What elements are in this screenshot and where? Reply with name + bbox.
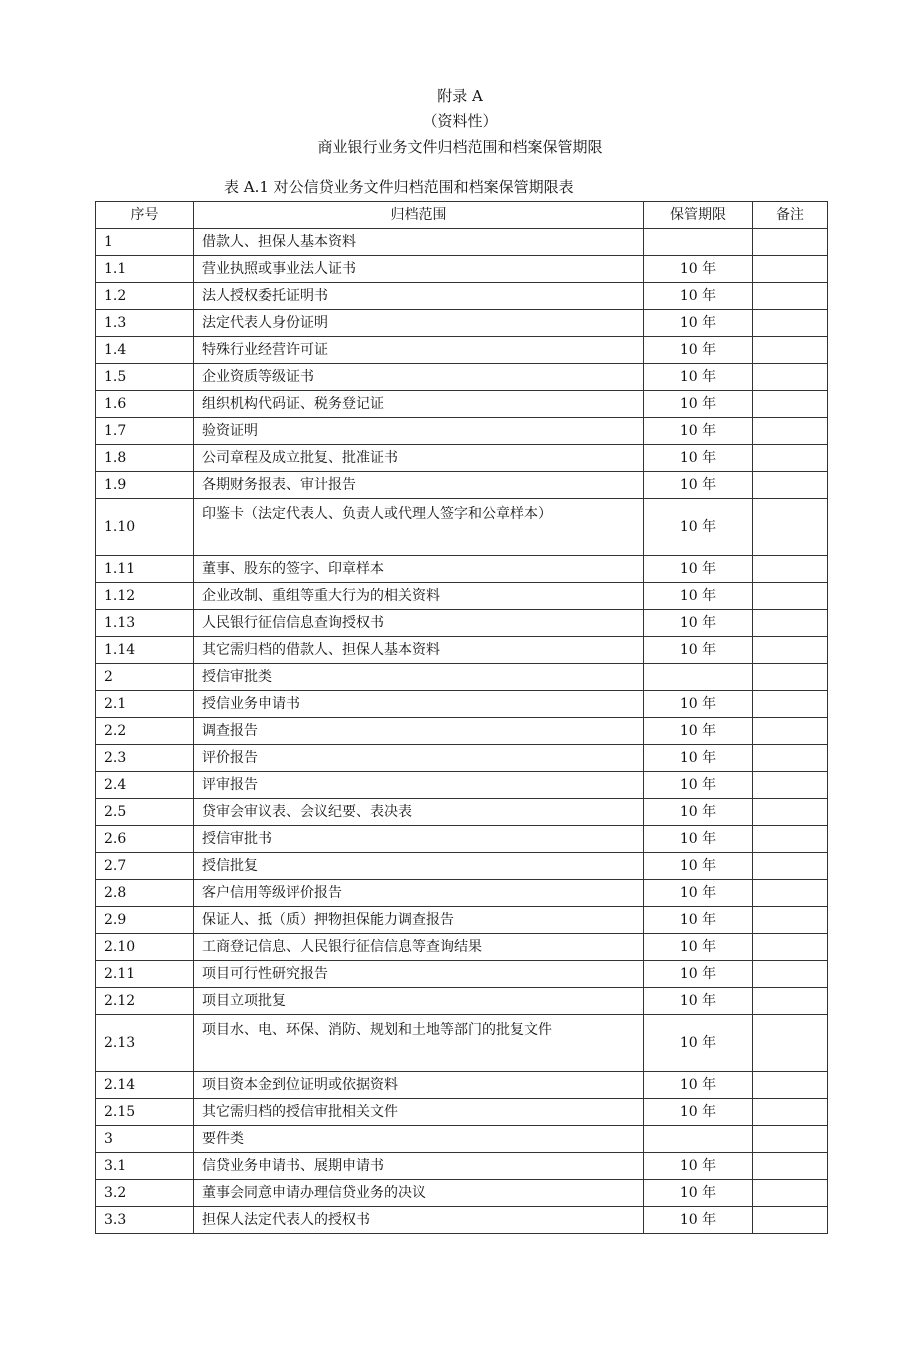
cell-no: 2.15 — [96, 1099, 194, 1126]
cell-no: 2.14 — [96, 1072, 194, 1099]
cell-term: 10 年 — [644, 988, 753, 1015]
cell-no: 1.12 — [96, 583, 194, 610]
page-title: 商业银行业务文件归档范围和档案保管期限 — [317, 138, 603, 156]
cell-note — [753, 745, 828, 772]
cell-scope: 项目资本金到位证明或依据资料 — [194, 1072, 644, 1099]
column-header-term: 保管期限 — [644, 202, 753, 229]
cell-note — [753, 691, 828, 718]
table-row — [96, 853, 828, 880]
cell-no: 2.11 — [96, 961, 194, 988]
cell-no: 2.8 — [96, 880, 194, 907]
column-header-note: 备注 — [753, 202, 828, 229]
cell-no: 2.1 — [96, 691, 194, 718]
table-row — [96, 337, 828, 364]
cell-no: 2.2 — [96, 718, 194, 745]
table-row — [96, 1153, 828, 1180]
cell-no: 2.3 — [96, 745, 194, 772]
cell-note — [753, 556, 828, 583]
cell-term: 10 年 — [644, 1207, 753, 1234]
cell-scope: 法定代表人身份证明 — [194, 310, 644, 337]
cell-note — [753, 1099, 828, 1126]
cell-scope: 验资证明 — [194, 418, 644, 445]
cell-no: 2 — [96, 664, 194, 691]
cell-scope: 项目可行性研究报告 — [194, 961, 644, 988]
cell-scope: 企业资质等级证书 — [194, 364, 644, 391]
cell-no: 1.6 — [96, 391, 194, 418]
cell-scope: 担保人法定代表人的授权书 — [194, 1207, 644, 1234]
cell-term: 10 年 — [644, 391, 753, 418]
table-row — [96, 988, 828, 1015]
column-header-no: 序号 — [96, 202, 194, 229]
cell-term — [644, 664, 753, 691]
cell-term: 10 年 — [644, 961, 753, 988]
cell-term: 10 年 — [644, 1180, 753, 1207]
table-body — [96, 229, 828, 1234]
table-row — [96, 1180, 828, 1207]
cell-note — [753, 799, 828, 826]
table-row — [96, 583, 828, 610]
cell-no: 3 — [96, 1126, 194, 1153]
cell-term: 10 年 — [644, 418, 753, 445]
cell-scope: 组织机构代码证、税务登记证 — [194, 391, 644, 418]
table-row — [96, 772, 828, 799]
table-row — [96, 1099, 828, 1126]
cell-note — [753, 256, 828, 283]
table-row — [96, 310, 828, 337]
cell-no: 2.10 — [96, 934, 194, 961]
cell-no: 1.5 — [96, 364, 194, 391]
cell-scope: 其它需归档的授信审批相关文件 — [194, 1099, 644, 1126]
cell-note — [753, 637, 828, 664]
table-row — [96, 880, 828, 907]
table-row — [96, 418, 828, 445]
cell-scope: 营业执照或事业法人证书 — [194, 256, 644, 283]
cell-note — [753, 934, 828, 961]
cell-note — [753, 664, 828, 691]
table-row — [96, 934, 828, 961]
cell-term: 10 年 — [644, 610, 753, 637]
cell-note — [753, 853, 828, 880]
cell-no: 2.7 — [96, 853, 194, 880]
cell-note — [753, 283, 828, 310]
cell-term: 10 年 — [644, 1099, 753, 1126]
cell-no: 1.8 — [96, 445, 194, 472]
cell-scope: 调查报告 — [194, 718, 644, 745]
cell-note — [753, 826, 828, 853]
cell-no: 2.4 — [96, 772, 194, 799]
table-row — [96, 391, 828, 418]
cell-term: 10 年 — [644, 256, 753, 283]
cell-note — [753, 472, 828, 499]
cell-note — [753, 718, 828, 745]
cell-note — [753, 229, 828, 256]
cell-no: 1.7 — [96, 418, 194, 445]
cell-no: 2.9 — [96, 907, 194, 934]
table-row — [96, 610, 828, 637]
cell-scope: 授信审批类 — [194, 664, 644, 691]
cell-note — [753, 988, 828, 1015]
cell-scope: 其它需归档的借款人、担保人基本资料 — [194, 637, 644, 664]
table-header-row — [96, 202, 828, 229]
table-row — [96, 256, 828, 283]
cell-term: 10 年 — [644, 364, 753, 391]
cell-scope: 工商登记信息、人民银行征信信息等查询结果 — [194, 934, 644, 961]
cell-term: 10 年 — [644, 772, 753, 799]
cell-scope: 项目水、电、环保、消防、规划和土地等部门的批复文件 — [194, 1015, 644, 1072]
appendix-label: 附录 A — [437, 87, 483, 105]
table-row — [96, 499, 828, 556]
cell-note — [753, 880, 828, 907]
cell-scope: 评审报告 — [194, 772, 644, 799]
cell-term: 10 年 — [644, 310, 753, 337]
cell-note — [753, 337, 828, 364]
cell-term: 10 年 — [644, 718, 753, 745]
cell-note — [753, 499, 828, 556]
cell-note — [753, 310, 828, 337]
table-row — [96, 283, 828, 310]
cell-no: 1.14 — [96, 637, 194, 664]
table-row — [96, 445, 828, 472]
cell-term: 10 年 — [644, 445, 753, 472]
table-row — [96, 691, 828, 718]
cell-no: 1.11 — [96, 556, 194, 583]
cell-note — [753, 391, 828, 418]
cell-term: 10 年 — [644, 283, 753, 310]
cell-note — [753, 418, 828, 445]
cell-term: 10 年 — [644, 799, 753, 826]
cell-scope: 客户信用等级评价报告 — [194, 880, 644, 907]
cell-no: 1.13 — [96, 610, 194, 637]
cell-scope: 授信审批书 — [194, 826, 644, 853]
table-row — [96, 229, 828, 256]
cell-scope: 企业改制、重组等重大行为的相关资料 — [194, 583, 644, 610]
table-row — [96, 799, 828, 826]
cell-scope: 董事会同意申请办理信贷业务的决议 — [194, 1180, 644, 1207]
cell-no: 1.3 — [96, 310, 194, 337]
cell-term: 10 年 — [644, 337, 753, 364]
cell-note — [753, 445, 828, 472]
table-row — [96, 664, 828, 691]
cell-note — [753, 583, 828, 610]
cell-note — [753, 772, 828, 799]
cell-scope: 评价报告 — [194, 745, 644, 772]
cell-note — [753, 364, 828, 391]
cell-no: 2.6 — [96, 826, 194, 853]
cell-no: 1.4 — [96, 337, 194, 364]
cell-term: 10 年 — [644, 826, 753, 853]
cell-term: 10 年 — [644, 637, 753, 664]
cell-scope: 要件类 — [194, 1126, 644, 1153]
cell-term: 10 年 — [644, 1015, 753, 1072]
cell-scope: 各期财务报表、审计报告 — [194, 472, 644, 499]
cell-term: 10 年 — [644, 745, 753, 772]
cell-no: 3.1 — [96, 1153, 194, 1180]
table-row — [96, 745, 828, 772]
table-row — [96, 1126, 828, 1153]
cell-no: 1.2 — [96, 283, 194, 310]
cell-term: 10 年 — [644, 1153, 753, 1180]
cell-no: 2.13 — [96, 1015, 194, 1072]
cell-scope: 授信业务申请书 — [194, 691, 644, 718]
cell-scope: 项目立项批复 — [194, 988, 644, 1015]
cell-term — [644, 1126, 753, 1153]
table-row — [96, 1072, 828, 1099]
table-caption: 表 A.1 对公信贷业务文件归档范围和档案保管期限表 — [224, 178, 574, 196]
cell-scope: 保证人、抵（质）押物担保能力调查报告 — [194, 907, 644, 934]
table-row — [96, 472, 828, 499]
cell-term: 10 年 — [644, 853, 753, 880]
cell-term: 10 年 — [644, 934, 753, 961]
cell-term: 10 年 — [644, 583, 753, 610]
table-row — [96, 718, 828, 745]
cell-term: 10 年 — [644, 556, 753, 583]
cell-no: 1.9 — [96, 472, 194, 499]
cell-no: 3.2 — [96, 1180, 194, 1207]
cell-term — [644, 229, 753, 256]
table-row — [96, 1015, 828, 1072]
cell-note — [753, 1126, 828, 1153]
appendix-nature: （资料性） — [422, 112, 498, 130]
cell-note — [753, 610, 828, 637]
cell-scope: 信贷业务申请书、展期申请书 — [194, 1153, 644, 1180]
cell-scope: 贷审会审议表、会议纪要、表决表 — [194, 799, 644, 826]
table-row — [96, 556, 828, 583]
cell-scope: 董事、股东的签字、印章样本 — [194, 556, 644, 583]
cell-scope: 印鉴卡（法定代表人、负责人或代理人签字和公章样本） — [194, 499, 644, 556]
table-row — [96, 1207, 828, 1234]
cell-term: 10 年 — [644, 499, 753, 556]
table-row — [96, 961, 828, 988]
retention-table — [95, 201, 828, 1234]
cell-term: 10 年 — [644, 691, 753, 718]
cell-note — [753, 1072, 828, 1099]
cell-scope: 授信批复 — [194, 853, 644, 880]
column-header-scope: 归档范围 — [194, 202, 644, 229]
table-row — [96, 907, 828, 934]
cell-term: 10 年 — [644, 472, 753, 499]
cell-note — [753, 907, 828, 934]
cell-scope: 特殊行业经营许可证 — [194, 337, 644, 364]
table-row — [96, 826, 828, 853]
cell-no: 2.12 — [96, 988, 194, 1015]
cell-no: 1.10 — [96, 499, 194, 556]
cell-scope: 公司章程及成立批复、批准证书 — [194, 445, 644, 472]
cell-term: 10 年 — [644, 907, 753, 934]
cell-note — [753, 1180, 828, 1207]
cell-note — [753, 961, 828, 988]
table-row — [96, 364, 828, 391]
cell-note — [753, 1015, 828, 1072]
cell-no: 1.1 — [96, 256, 194, 283]
cell-term: 10 年 — [644, 1072, 753, 1099]
cell-scope: 法人授权委托证明书 — [194, 283, 644, 310]
table-row — [96, 637, 828, 664]
cell-scope: 借款人、担保人基本资料 — [194, 229, 644, 256]
cell-note — [753, 1153, 828, 1180]
cell-no: 3.3 — [96, 1207, 194, 1234]
cell-term: 10 年 — [644, 880, 753, 907]
cell-no: 2.5 — [96, 799, 194, 826]
cell-scope: 人民银行征信信息查询授权书 — [194, 610, 644, 637]
cell-no: 1 — [96, 229, 194, 256]
cell-note — [753, 1207, 828, 1234]
